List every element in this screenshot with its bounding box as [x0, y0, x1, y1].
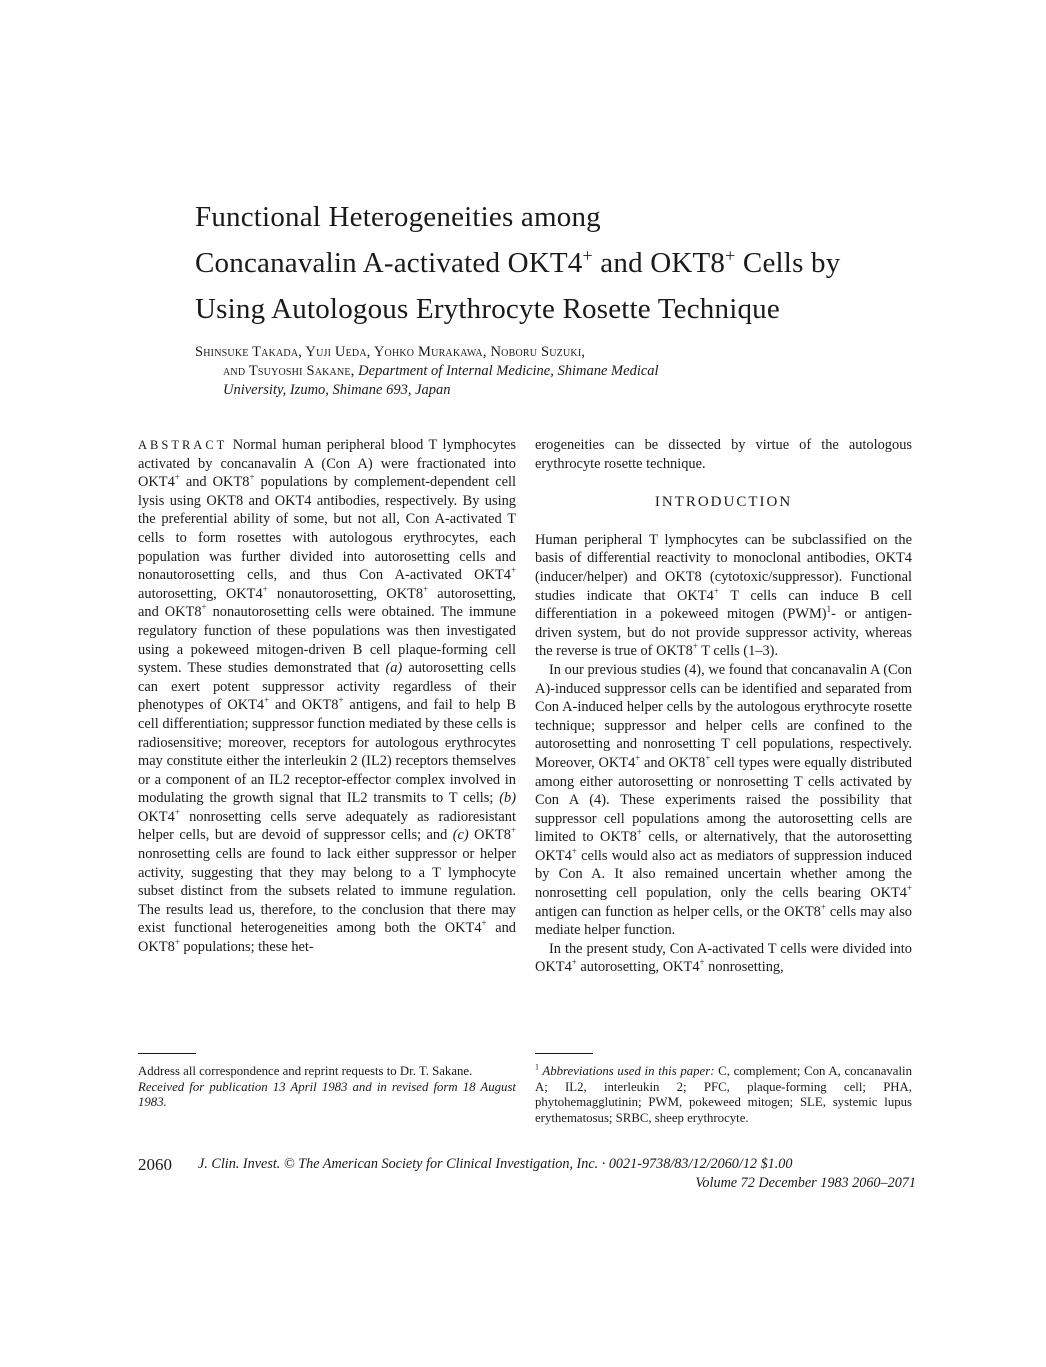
superscript: + [571, 957, 577, 968]
author-line-1: Shinsuke Takada, Yuji Ueda, Yohko Murakawa, Noboru Suzuki, [195, 344, 586, 360]
text-run: autorosetting, OKT4 [576, 959, 700, 976]
abstract-paragraph [138, 436, 516, 957]
superscript: + [699, 957, 705, 968]
text-run: (c) [452, 827, 469, 844]
text-run: (b) [499, 790, 516, 807]
intro-paragraph-1 [535, 531, 912, 661]
text-run: antigen can function as helper cells, or the OKT8 [535, 903, 821, 920]
text-run: In our previous studies (4), we found that concanavalin A (Con A)-induced suppressor cells can be identified and separated from Con A-induced helper cells by the autologous erythrocyte rosette technique; suppressor and helper cells are confined to the autorosetting and nonrosetting T cell populations, respectively. Moreover, OKT4 [535, 661, 912, 771]
superscript: + [510, 825, 516, 836]
title-line-2-a: Concanavalin A-activated OKT4 [195, 247, 583, 279]
footnote-rule-left [138, 1053, 196, 1054]
author-block [195, 343, 835, 400]
author-line-3 [195, 381, 835, 400]
text-run: and OKT8 [640, 754, 706, 771]
received-note [138, 1080, 516, 1111]
superscript: + [635, 753, 641, 764]
text-run: populations by complement-dependent cell lysis using OKT8 and OKT4 antibodies, respectively. By using the preferential ability of some, but not all, Con A-activated T cells to form rosettes with autologous erythrocytes, each population was further divided into autorosetting cells and nonautorosetting cells, and thus Con A-activated OKT4 [138, 474, 516, 584]
superscript: + [249, 472, 255, 483]
text-run: In the present study, Con A-activated T cells were divided into OKT4 [535, 940, 912, 976]
text-run: nonautorosetting, OKT8 [267, 585, 424, 602]
superscript: + [262, 583, 268, 594]
footnote-number: 1 [535, 1062, 539, 1072]
abbreviations-text: C, complement; Con A, concanavalin A; IL2, interleukin 2; PFC, plaque-forming cell; PHA, phytohemagglutinin; PWM, pokeweed mitogen; SLE, systemic lupus erythematosus; SRBC, sheep erythrocyte. [535, 1064, 912, 1125]
superscript: + [510, 565, 516, 576]
footnote-right [535, 1064, 912, 1126]
text-run: - or antigen-driven system, but do not provide suppressor activity, whereas the reverse is true of OKT8 [535, 606, 912, 660]
right-column [535, 436, 912, 977]
volume-info: Volume 72 December 1983 2060–2071 [695, 1175, 916, 1191]
author-line-2 [195, 362, 835, 381]
left-column [138, 436, 516, 957]
title-superscript: + [725, 245, 736, 266]
title-line-2-c: Cells by [735, 247, 841, 279]
introduction-heading: INTRODUCTION [654, 494, 793, 511]
text-run: cells, or alternatively, that the autorosetting OKT4 [535, 829, 913, 864]
text-run: OKT8 [468, 827, 511, 844]
text-run: autorosetting, OKT4 [138, 585, 263, 602]
article-title [195, 194, 895, 332]
text-run: Human peripheral T lymphocytes can be subclassified on the basis of differential reactivity to monoclonal antibodies, OKT4 (inducer/helper) and OKT8 (cytotoxic/suppressor). Functional studies indicate that OKT4 [535, 531, 912, 604]
superscript: + [705, 753, 711, 764]
text-run: cell types were equally distributed among either autorosetting or nonrosetting T cells activated by Con A (4). These experiments raised the possibility that suppressor cell populations among the autorosetting cells are limited to OKT8 [535, 754, 912, 846]
text-run: and OKT8 [138, 920, 516, 956]
footnote-rule-right [535, 1053, 593, 1054]
superscript: + [692, 641, 698, 652]
text-run: and OKT8 [269, 697, 339, 714]
text-run: antigens, and fail to help B cell differentiation; suppressor function mediated by these cells is radiosensitive; moreover, receptors for autologous erythrocytes may constitute either the interleukin 2 (IL2) receptors themselves or a component of an IL2 receptor-effector complex involved in modulating the growth signal that IL2 transmits to T cells; [138, 697, 517, 807]
superscript: + [338, 695, 344, 706]
text-run: nonrosetting, [704, 959, 784, 976]
superscript: + [423, 583, 429, 594]
superscript: + [174, 472, 180, 483]
superscript: + [264, 695, 270, 706]
author-affiliation: Department of Internal Medicine, Shimane Medical [354, 363, 659, 379]
title-line-3: Using Autologous Erythrocyte Rosette Technique [195, 293, 780, 325]
superscript: + [636, 827, 642, 838]
text-run: populations; these het- [179, 939, 314, 956]
correspondence-note: Address all correspondence and reprint requests to Dr. T. Sakane. [138, 1064, 473, 1078]
text-run: cells would also act as mediators of suppression induced by Con A. It also remained uncertain whether among the nonrosetting cell population, only the cells bearing OKT4 [535, 847, 912, 902]
abstract-continuation [535, 436, 912, 473]
superscript: + [713, 585, 719, 596]
footnote-left [138, 1064, 516, 1111]
page-number: 2060 [138, 1155, 172, 1174]
text-run: Normal human peripheral blood T lymphocytes activated by concanavalin A (Con A) were fractionated into OKT4 [138, 437, 516, 491]
superscript: + [571, 846, 577, 857]
text-run: and OKT8 [179, 474, 250, 491]
text-run: erogeneities can be dissected by virtue of the autologous erythrocyte rosette technique. [535, 437, 912, 472]
intro-paragraph-3 [535, 940, 912, 977]
text-run: nonautorosetting cells were obtained. The immune regulatory function of these populations was then investigated using a pokeweed mitogen-driven B cell plaque-forming cell system. These studies demonstrated that [138, 604, 516, 677]
title-line-2-b: and OKT8 [592, 247, 726, 279]
intro-paragraph-2 [535, 661, 912, 940]
text-run: T cells can induce B cell differentiation in a pokeweed mitogen (PWM) [535, 587, 912, 623]
text-run: nonrosetting cells serve adequately as radioresistant helper cells, but are devoid of suppressor cells; and [138, 808, 516, 844]
abbreviations-label: Abbreviations used in this paper: [538, 1064, 715, 1078]
author-names: and Tsuyoshi Sakane, [223, 363, 355, 379]
abstract-label: ABSTRACT [138, 438, 228, 452]
author-affiliation-cont: University, Izumo, Shimane 693, Japan [223, 382, 451, 398]
text-run: autorosetting cells can exert potent suppressor activity regardless of their phenotypes of OKT4 [138, 660, 516, 714]
text-run: nonrosetting cells are found to lack either suppressor or helper activity, suggesting that they may belong to a T lymphocyte subset distinct from the subsets related to immune regulation. The results lead us, therefore, to the conclusion that there may exist functional heterogeneities among both the OKT4 [138, 846, 516, 937]
journal-citation: J. Clin. Invest. © The American Society for Clinical Investigation, Inc. · 0021-9738/83/12/2060/12 $1.00 [198, 1156, 793, 1172]
text-run: autorosetting, and OKT8 [138, 585, 516, 621]
abbreviations-note [535, 1064, 912, 1126]
text-run: OKT4 [138, 808, 175, 825]
abstract-body [138, 437, 516, 955]
text-run: (a) [385, 660, 403, 677]
superscript: + [201, 602, 207, 613]
title-line-2 [195, 240, 895, 286]
superscript: + [906, 883, 912, 894]
superscript: + [481, 918, 487, 929]
superscript: + [174, 807, 180, 818]
received-text: Received for publication 13 April 1983 and in revised form 18 August 1983. [138, 1079, 516, 1110]
superscript: + [174, 937, 180, 948]
title-superscript: + [582, 245, 593, 266]
superscript: 1 [826, 604, 832, 615]
superscript: + [820, 901, 826, 912]
text-run: cells may also mediate helper function. [535, 903, 912, 939]
title-line-1: Functional Heterogeneities among [195, 201, 601, 233]
text-run: T cells (1–3). [697, 643, 779, 660]
